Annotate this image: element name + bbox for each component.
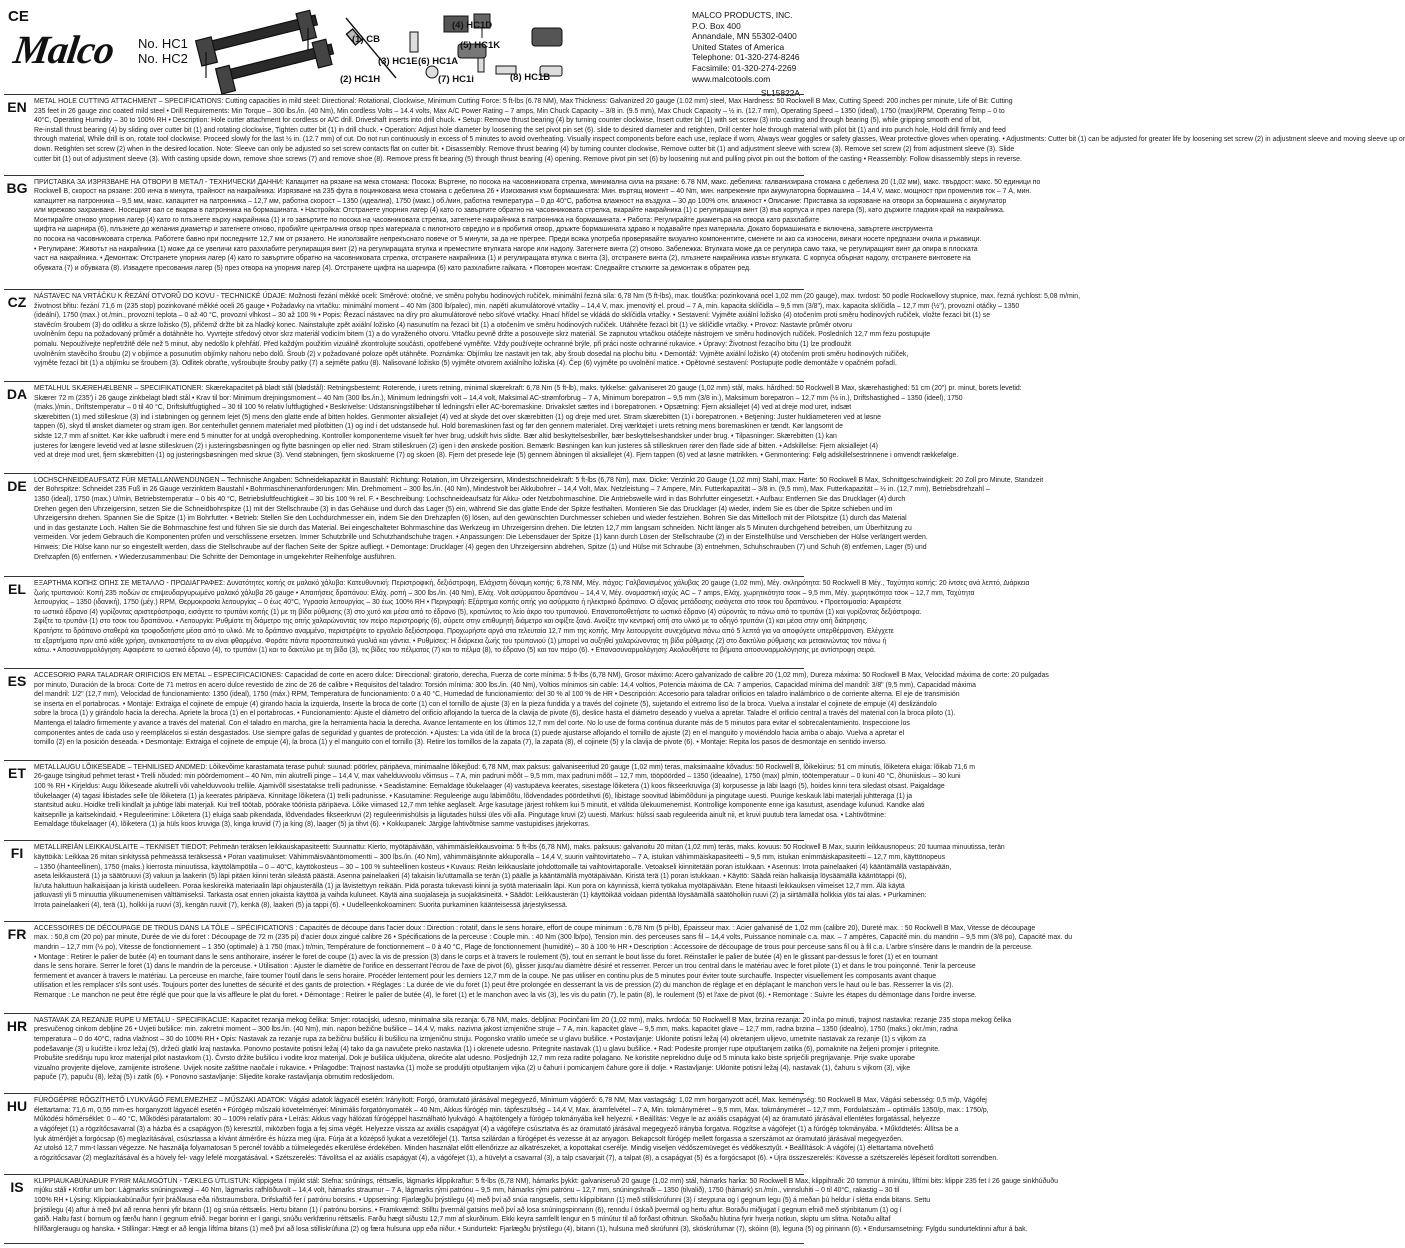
section-text: [30, 474, 1043, 576]
sheet-code: SL15822A: [760, 88, 800, 99]
text-line: Skærer 72 m (235') i 26 gauge zinkbelagt blødt stål • Krav til bor: Minimum drejningsmoment – 40 Nm (300 lbs./in.), Minimum ledningsfri volt – 14,4 volt, Maksimal AC-strømforbrug – 7 A, Minimum borepatron – 9,5 mm (3/8 in.), Maksimum borepatron – 12,7 mm (½ in.), Driftshastighed – 1350 (ideel), 1750: [34, 394, 963, 402]
section-text: [30, 1014, 1011, 1094]
text-line: tõukelaager (4) tagasi libistades selle üle lõiketera (1) ja keerates päripäeva. Kinnitage lõiketera (1) trelli padrunisse. • Kasutamine: Reguleerige augu läbimõõtu, lõdvendades pöördetihvti (6), libistage soovitud läbimõõduni ja pingutage uuesti. Puurige keskauk läbi materjali juhtteraga (1) ja: [34, 792, 913, 800]
text-line: dans le sens horaire. Serrer le foret (1) dans le mandrin de la perceuse. • Utilisation : Ajuster le diamètre de l'orifice en desserrant l'écrou de l'axe de pivot (6), glisser jusqu'au diamètre désiré et resserrer. Percer un trou central dans le matériau avec le foret pilote (1) et dans le trou poinçonné. Tenir la perceuse: [34, 963, 976, 971]
text-line: 1350 (ideal), 1750 (max.) U/min, Betriebstemperatur – 0 bis 40 °C, Betriebsluftfeuchtigkeit – 30 bis 100 % rel. F. • Beschreibung: Lochschneideaufsatz für Akku- oder Netzbohrmaschine. Die Antriebswelle wird in das Bohrfutter eingesetzt. • Aufbau: Entfernen Sie das Drucklager (4) durch: [34, 496, 906, 504]
text-line: por minuto, Duración de la broca: Corte de 71 metros en acero dulce revestido de zinc de 26 de calibre • Requisitos del taladro: Torsión mínima: 300 lbs./in. (40 Nm), Voltios mínimos sin cable: 14,4 voltios, Potencia máxima de CA: 7 amperios, Capacidad mínima del mandril: 3/8" (9,5 mm), Capacidad máxima: [34, 681, 976, 689]
text-line: tappen (6), skyd til ønsket diameter og stram igen. Bor centerhullet gennem materialet med pilotbitten (1) og ind i det udstansede hul. Hold boremaskinen fast og før den gennem materialet. Drej værktøjet i urets retning mens boremaskinen er tændt. Kør langsomt de: [34, 423, 843, 431]
section-bg: [4, 175, 1041, 290]
section-es: [4, 668, 1049, 760]
text-line: presvučenog cinkom debljine 26 • Uvjeti bušilice: min. zakretni moment – 300 lbs./in. (40 Nm), min. napon bežične bušilice – 14,4 V, maks. nazivna jakost izmjenične struje – 7 A, min. kapacitet glave – 9,5 mm, maks. kapacitet glave – 12,7 mm, radna brzina – 1350 (idealno), 1750 (maks.) okr./min, radna: [34, 1026, 958, 1034]
text-line: käyttöikä: Leikkaa 26 mitan sinkityssä pehmeässä teräksessä • Poran vaatimukset: Vähimmäisvääntömomentti – 300 lbs./in. (40 Nm), vähimmäisjännite akkuporalla – 14,4 V, suurin vaihtovirtateho – 7 A, istukan vähimmäiskapasiteetti – 9,5 mm, istukan enimmäiskapasiteetti – 12,7 mm, käyttönopeus: [34, 853, 946, 861]
text-line: down. Retighten set screw (2) when in the desired location. Note: Sleeve can only be adjusted so set screw contacts flat on cutter bit. • Disassembly: Remove thrust bearing (4) by turning counter clockwise, Remove cutter bit (1) and adjustment sleeve with screw (3). Remove set screw (2) from adjustment sleeve (3). Slide: [34, 145, 1015, 153]
model-hc2: No. HC2: [138, 51, 188, 66]
section-en: [4, 94, 1405, 175]
language-code: ES: [7, 672, 27, 689]
text-line: Irrota painelaakeri (4), terä (1), holkki ja ruuvi (3), kengän ruuvit (7), kenkä (8), laakeri (5) ja tappi (6). • Uudelleenkokoaminen: Suorita purkaminen käänteisessä järjestyksessä.: [34, 901, 568, 909]
text-line: Uhrzeigersinn drehen. Spannen Sie die Spitze (1) im Bohrfutter. • Betrieb: Stellen Sie den Lochdurchmesser ein, indem Sie den Drehzapfen (6) lösen, auf den gewünschten Durchmesser schieben und wieder festziehen. Bohren Sie das Mittelloch mit der Pilotspitze (1) durch das Material: [34, 515, 907, 523]
text-line: 100% RH • Lýsing: Klippiaukabúnaður fyrir þráðlausa eða riðstraumsbora. Drifskaftið fer í patrónu borsins. • Uppsetning: Fjarlægðu þrýstilegu (4) með því að snúa rangsælis, settu klippibitann (1) með stilliskrúfunni (3) í steypuna og í gegnum legu (5) á meðan þú heldur í slétta enda bitans. Settu: [34, 1196, 931, 1204]
section-text: [30, 841, 1005, 921]
malco-logo: Malco: [10, 27, 117, 72]
section-text: [30, 290, 1080, 381]
text-line: papuče (7), papuču (8), ležaj (5) i zatik (6). • Ponovno sastavljanje: Slijedite korake rastavljanja obrnutim redoslijedom.: [34, 1074, 395, 1082]
language-code: EN: [7, 99, 27, 115]
part-label-3: (3) HC1E: [378, 56, 418, 67]
text-line: λειτουργίας – 1350 (ιδανική), 1750 (μέγ.) RPM, Θερμοκρασία λειτουργίας – 0 έως 40°C, Υγρασία λειτουργίας – 30 έως 100% RH • Περιγραφή: Εξάρτημα κοπής οπής για ασύρματο ή ηλεκτρικό δράπανο. Ο άξονας μετάδοσης εισάγεται στο τσοκ του δραπάνου. • Προετοιμασία: Αφαιρέστε: [34, 599, 902, 607]
company-address: [692, 10, 800, 99]
text-line: • Регулиране: Животът на накрайника (1) може да се увеличи като разхлабите регулиращия винт (2) на регулиращата втулка и преместите втулката нагоре или надолу. Затегнете винта (2) отново. Забележка: Втулката може да се регулира само така, че регулиращият винт да опира в плоската: [34, 245, 978, 253]
text-line: FÚRÓGÉPRE RÖGZÍTHETŐ LYUKVÁGÓ FEMLEMEZHEZ – MŰSZAKI ADATOK: Vágási adatok lágyacél esetén: Irányított: Forgó, óramutató járásával megegyező, Minimum vágóerő: 6,78 NM, Max vastagság: 1,02 mm horganyzott acél, Max. keménység: 50 Rockwell B Max, Vágási sebesség: 0,5 m/p, Vágófej: [34, 1097, 987, 1105]
text-line: METALLIREIÄN LEIKKAUSLAITE – TEKNISET TIEDOT: Pehmeän teräksen leikkauskapasiteetti: Suunnattu: Kierto, myötäpäivään, vähimmäisleikkausvoima: 5 ft-lbs (6,78 NM), maks. paksuus: galvanoitu 20 mitan (1,02 mm) teräs, maks. kovuus: 50 Rockwell B Max, suurin leikkausnopeus: 20 tuumaa minuutissa, terän: [34, 844, 1005, 852]
language-code: EL: [8, 581, 26, 598]
text-line: щифта на шарнира (6), плъзнете до желания диаметър и затегнете отново, пробийте централния отвор през материала с пилотното свредло и в пробития отвор, дръжте бормашината здраво и подавайте през материала. Докато бормашината е включена, завъртете инструмента: [34, 226, 933, 234]
language-code: DE: [7, 477, 27, 494]
text-line: Drehzapfen (6) entfernen. • Wiederzusammenbau: Die Schritte der Demontage in umgekehrter Reihenfolge ausführen.: [34, 553, 397, 561]
text-line: ПРИСТАВКА ЗА ИЗРЯЗВАНЕ НА ОТВОРИ В МЕТАЛ - ТЕХНИЧЕСКИ ДАННИ: Капацитет на рязане на мека стомана: Посока: Въртене, по посока на часовниковата стрелка, минимална сила на рязане: 6.78 NM, макс. дебелина: галванизирана стомана с дебелина 20 (1,02 мм), макс. твърдост: макс. 50 единици по: [34, 178, 1041, 186]
text-line: 100 % RH • Kirjeldus: Augu lõikeseade akutrelli või vahelduvvoolu trellile. Ajamivõll sisestatakse trelli padrunisse. • Seadistamine: Eemaldage tõukelaager (4) vastupäeva keerates, sisestage lõiketera (1) koos fikseerkruviga (3) korpusesse ja läbi laagri (5), hoides kinni tera siledast otsast. Paigaldage: [34, 783, 945, 791]
text-line: ACCESSOIRES DE DÉCOUPAGE DE TROUS DANS LA TÔLE – SPÉCIFICATIONS : Capacités de découpe dans l'acier doux : Direction : rotatif, dans le sens horaire, effort de coupe minimum : 6,78 Nm (5 pi-lb), Épaisseur max. : Acier galvanisé de 1,02 mm (calibre 20), Dureté max. : 50 Rockwell B Max, Vitesse de découpage: [34, 924, 1036, 932]
text-line: a rögzítőcsavar (2) meglazításával és a hüvely fel- vagy lefelé mozgatásával. • Szétszerelés: Távolítsa el az axiális csapágyat (4), a vágófejet (1), a hüvelyt a csavarral (3), a talp csavarjait (7), a talpat (8), a csapágyat (5) és a forgócsapot (6). • Újra összeszerelés: Kövesse a szétszerelés lépéseit fordított sorrendben.: [34, 1154, 999, 1162]
company-line: Annandale, MN 55302-0400: [692, 31, 797, 42]
section-text: [30, 176, 1040, 290]
hole-cutter-tool-right: [216, 39, 334, 94]
text-line: sidste 12,7 mm af snittet. Kør ikke uafbrudt i mere end 5 minutter for at undgå overophedning. Kontroller komponenterne visuelt før hver brug, udskift hvis slidte. Bær altid beskyttelsesbriller, bær beskyttelseshandsker under brug. • Tilpasninger: Skærebitten (1) kan: [34, 432, 837, 440]
section-text: [30, 1175, 1058, 1243]
text-line: justeres for længere levetid ved at løsne stilleskruen (2) i justeringsbøsningen og flytte bøsningen op eller ned. Stram stilleskruen (2) igen i den ønskede position. Bemærk: Bøsningen kan kun justeres så stilleskruen rører den flade side af bitten. • Adskillelse: Fjern aksiallejet (4): [34, 442, 878, 450]
text-line: kaitseprille ja kaitsekindaid. • Reguleerimine: Lõiketera (1) eluiga saab pikendada, lõdvendades fikseerkruvi (2) reguleerimishülsis ja liigutades hülssi üles või alla. Pingutage kruvi (2) uuesti. Märkus: hülssi saab reguleerida ainult nii, et kruvi puutub tera lamedat osa. • Lahtivõtmine:: [34, 811, 887, 819]
text-line: del mandril: 1/2" (12,7 mm), Velocidad de funcionamiento: 1350 (ideal), 1750 (máx.) RPM, Temperatura de funcionamiento: 0 a 40 °C, Humedad de funcionamiento: del 30 % al 100 % de HR • Descripción: Accesorio para taladrar orificios en taladro inalámbrico o de corriente alterna. El eje de transmisión: [34, 691, 960, 699]
ce-mark: CE: [8, 8, 29, 25]
text-line: der Bohrspitze: Schneidet 235 Fuß in 26 Gauge verzinktem Baustahl • Bohrmaschinenanforderungen: Min. Drehmoment – 300 lbs./in. (40 Nm), Mindestvolt bei Akkubohrer – 14,4 Volt, Max. Netzleistung – 7 Ampere, Min. Futterkapazität – 3/8 in. (9,5 mm), Max. Futterkapazität – ½ in. (12,7 mm), Betriebsdrehzahl –: [34, 486, 990, 494]
text-line: a vágófejet (1) a rögzítőcsavarral (3) a házba és a csapágyon (5) keresztül, miközben fogja a fej sima végét. Helyezze vissza az axiális csapágyat (4) a vágófejre csúsztatva és az óramutató járásával megegyező irányba forgatva. Rögzítse a vágófejet (1) a fúrógép tokmányába. • Működtetés: Állítsa be a: [34, 1126, 959, 1134]
text-line: utilisation et les remplacer s'ils sont usés. Toujours porter des lunettes de sécurité et des gants de protection. • Réglages : La durée de vie du foret (1) peut être prolongée en desserrant la vis de pression (2) du manchon de réglage et en déplaçant le manchon vers le haut ou le bas. Resserrer la vis (2).: [34, 982, 954, 990]
text-line: fermement et avancer à travers le matériau. La perceuse en marche, faire tourner l'outil dans le sens horaire. Procéder lentement pour les derniers 12,7 mm de la coupe. Ne pas utiliser en continu plus de 5 minutes pour éviter toute surchauffe. Inspecter visuellement les composants avant chaque: [34, 972, 937, 980]
text-line: (ideální), 1750 (max.) ot./min., provozní teplota – 0 až 40 °C, provozní vlhkost – 30 až 100 % • Popis: Řezací nástavec na díry pro akumulátorové nebo síťové vrtačky. Hnací hřídel se vkládá do sklíčidla vrtačky. • Sestavení: Vyjměte axiální ložisko (4) otočením proti směru hodinových ručiček, vložte řezací bit (1) se: [34, 312, 991, 320]
section-de: [4, 473, 1044, 576]
text-line: METAL HOLE CUTTING ATTACHMENT – SPECIFICATIONS: Cutting capacities in mild steel: Directional: Rotational, Clockwise, Minimum Cutting Force: 5 ft-lbs (6.78 NM), Max Thickness: Galvanized 20 gauge (1.02 mm) steel, Max Hardness: 50 Rockwell B Max, Cutting Speed: 200 inches per minute, Life of Bit: Cutting: [34, 98, 1013, 105]
language-sections: [4, 94, 1405, 1244]
text-line: aseta leikkausterä (1) ja säätöruuvi (3) valuun ja laakerin (5) läpi pitäen kiinni terän sileästä päästä. Asenna painelaakeri (4) takaisin liu'uttamalla se terän (1) päälle ja kääntämällä myötäpäivään. Kiristä terä (1) poran istukkaan. • Käyttö: Säädä reiän halkaisija löysäämällä kääntötappi (6),: [34, 873, 907, 881]
section-da: [4, 381, 1022, 473]
text-line: – 1350 (ihanteellinen), 1750 (maks.) kierrosta minuutissa, käyttölämpötila – 0 – 40°C, käyttökosteus – 30 – 100 % suhteellinen kosteus • Kuvaus: Reiän leikkauslaite johdottomalle tai vaihtovirtaporalle. Vetoakseli kiinnitetään poran istukkaan. • Asennus: Irrota painelaakeri (4) kääntämällä vastapäivään,: [34, 863, 952, 871]
text-line: τα εξαρτήματα πριν από κάθε χρήση, αντικαταστήστε τα αν είναι φθαρμένα. Φοράτε πάντα προστατευτικά γυαλιά και γάντια. • Ρυθμίσεις: Η διάρκεια ζωής του τρυπανιού (1) μπορεί να αυξηθεί χαλαρώνοντας τη βίδα ρύθμισης (2) στο δακτύλιο ρύθμισης και μετακινώντας τον πάνω ή: [34, 637, 887, 645]
section-text: [30, 382, 1022, 473]
text-line: mjúku stáli • Kröfur um bor: Lágmarks snúningsvægi – 40 Nm, lágmarks rafhlöðuvolt – 14,4 volt, hámarks straumur – 7 A, lágmarks rými patrónu – 9,5 mm, hámarks rými patrónu – 12,7 mm, snúningshraði – 1350 (tilvalið), 1750 (hámark) sn./mín., vinnsluhiti – 0 til 40°C, rakastig – 30 til: [34, 1187, 900, 1195]
text-line: podešavanje (3) u kućište i kroz ležaj (5), držeći glatki kraj nastavka. Ponovno postavite potisni ležaj (4) tako da ga navučete preko nastavka (1) i okrenete udesno. Pritegnite nastavak (1) u glavu bušilice. • Rad: Podesite promjer rupe otpuštanjem zatika (6), pomaknite na željeni promjer i pritegnite.: [34, 1045, 940, 1053]
text-line: temperatura – 0 do 40°C, radna vlažnost – 30 do 100% RH • Opis: Nastavak za rezanje rupa za bežičnu bušilicu ili bušilicu na izmjeničnu struju. Pogonsko vratilo umeće se u glavu bušilice. • Postavljanje: Uklonite potisni ležaj (4) okretanjem ulijevo, umetnite nastavak za rezanje (1) s vijkom za: [34, 1035, 926, 1043]
text-line: Κρατήστε το δράπανο σταθερά και τροφοδοτήστε μέσα από το υλικό. Με το δράπανο αναμμένο, περιστρέψτε το εργαλείο δεξιόστροφα. Προχωρήστε αργά στα τελευταία 12,7 mm της κοπής. Μην λειτουργείτε συνεχόμενα πάνω από 5 λεπτά για να αποφύγετε υπερθέρμανση. Ελέγχετε: [34, 628, 894, 636]
part-label-6: (6) HC1A: [418, 56, 459, 67]
text-line: mandrin – 12,7 mm (½ po), Vitesse de fonctionnement – 1 350 (optimale) à 1 750 (max.) tr/min, Température de fonctionnement – 0 à 40 °C, Plage de fonctionnement (humidité) – 30 à 100 % HR • Description : Accessoire de découpage de trous pour perceuse sans fil ou à fil c.a. L'arbre s'insère dans le mandrin de la perceuse.: [34, 944, 1033, 952]
text-line: KLIPPIAUKABÚNAÐUR FYRIR MÁLMGÖTUN - TÆKLEG ÚTLISTUN: Klippigeta í mjúkt stál: Stefna: snúnings, réttsælis, lágmarks klippikraftur: 5 ft-lbs (6,78 NM), hámarks þykkt: galvaniseruð 20 gauge (1,02 mm) stál, hámarks harka: 50 Rockwell B Max, klippihraði: 20 tommur á mínútu, líftími bits: klippir 235 fet í 26 gauge sinkhúðuðu: [34, 1177, 1058, 1185]
section-text: [30, 95, 1405, 175]
text-line: 235 feet in 26 gauge zinc coated mild steel • Drill Requirements: Min Torque – 300 lbs./in. (40 Nm), Min cordless Volts – 14.4 volts, Max A/C Power Rating – 7 amps, Min Chuck Capacity – 3/8 in. (9.5 mm), Max Chuck Capacity – ½ in. (12.7 mm), Operating Speed – 1350 (ideal), 1750 (max)/RPM, Operating Temp – 0 to: [34, 107, 1005, 115]
part-label-1: (1) CB: [352, 34, 380, 45]
text-line: stavěcím šroubem (3) do odlitku a skrze ložisko (5), přičemž držte bit za hladký konec. Nainstalujte zpět axiální ložisko (4) nasunutím na řezací bit (1) a otočením ve směru hodinových ručiček. Utáhněte řezací bit (1) ve sklíčidle vrtačky. • Provoz: Nastavte průměr otvoru: [34, 321, 853, 329]
text-line: част на накрайника. • Демонтаж: Отстранете упорния лагер (4) като го завъртите обратно на часовниковата стрелка, отстранете накрайника (1) и регулиращата втулка с винта (3), отстранете винта (2), плъзнете накрайника извън втулката. С корпуса обърнат надолу, отстранете винтовете на: [34, 255, 971, 263]
text-line: ACCESORIO PARA TALADRAR ORIFICIOS EN METAL – ESPECIFICACIONES: Capacidad de corte en acero dulce: Direccional: giratorio, derecha, Fuerza de corte mínima: 5 ft-lbs (6,78 NM), Grosor máximo: Acero galvanizado de calibre 20 (1,02 mm), Dureza máxima: 50 Rockwell B Max, Velocidad máxima de corte: 20 pulgadas: [34, 671, 1049, 679]
text-line: LOCHSCHNEIDEAUFSATZ FÜR METALLANWENDUNGEN – Technische Angaben: Schneidekapazität in Baustahl: Richtung: Rotation, im Uhrzeigersinn, Mindestschneidekraft: 5 ft-lbs (6,78 Nm), max. Dicke: Verzinkt 20 Gauge (1,02 mm) Stahl, max. Härte: 50 Rockwell B Max, Schnittgeschwindigkeit: 20 Zoll pro Minute, Standzeit: [34, 476, 1044, 484]
text-line: κάτω. • Αποσυναρμολόγηση: Αφαιρέστε το ωστικό έδρανο (4), το τρυπάνι (1) και το δακτύλιο με τη βίδα (3), τις βίδες του πέλματος (7) και το πέλμα (8), το έδρανο (5) και τον πείρο (6). • Επανασυναρμολόγηση: Ακολουθήστε τα βήματα αποσυναρμολόγησης με αντίστροφη σειρά.: [34, 647, 876, 655]
text-line: élettartama: 71,6 m, 0,55 mm-es horganyzott lágyacél esetén • Fúrógép műszaki követelményei: Minimális forgatónyomaték – 40 Nm, Akkus fúrógép min. tápfeszültség – 14,4 V, Max. áramfelvétel – 7 A, Min. tokmányméret – 9,5 mm, Max. tokmányméret – 12,7 mm, Fordulatszám – optimális 1350/p, max.: 1750/p,: [34, 1106, 989, 1114]
section-fr: [4, 921, 1073, 1013]
text-line: pomalu. Nepoužívejte nepřetržitě déle než 5 minut, aby nedošlo k přehřátí. Před každým použitím vizuálně zkontrolujte součásti, opotřebené vyměňte. Vždy používejte ochranné brýle, při práci noste ochranné rukavice. • Úpravy: Životnost řezacího bitu (1) lze prodloužit: [34, 341, 852, 349]
language-code: CZ: [7, 294, 27, 311]
text-line: Rockwell B, скорост на рязане: 200 инча в минута, трайност на накрайника: Изрязване на 235 фута в поцинкована мека стомана с дебелина 26 • Изисквания към бормашината: Мин. въртящ момент – 40 Nm, мин. напрежение при акумулаторна бормашина – 14,4 V, макс. мощност при променлив ток – 7 А, мин.: [34, 188, 1032, 196]
text-line: METALLAUGU LÕIKESEADE – TEHNILISED ANDMED: Lõikevõime karastamata terase puhul: suunad: pöörlev, päripäeva, minimaalne lõikejõud: 6,78 NM, max paksus: galvaniseeritud 20 gauge (1,02 mm) teras, maksimaalne kõvadus: 50 Rockwell B, lõikekiirus: 51 cm minutis, lõiketera eluiga: lõikab 71,6 m: [34, 763, 976, 771]
text-line: ΕΞΑΡΤΗΜΑ ΚΟΠΗΣ ΟΠΗΣ ΣΕ ΜΕΤΑΛΛΟ - ΠΡΟΔΙΑΓΡΑΦΕΣ: Δυνατότητες κοπής σε μαλακό χάλυβα: Κατευθυντική: Περιστροφική, δεξιόστροφη, Ελάχιστη δύναμη κοπής: 6,78 NM, Μέγ. πάχος: Γαλβανισμένος χάλυβας 20 gauge (1,02 mm), Μέγ. σκληρότητα: 50 Rockwell B Μέγ., Ταχύτητα κοπής: 20 ίντσες ανά λεπτό, Διάρκεια: [34, 580, 1030, 588]
text-line: Probušite središnju rupu kroz materijal pilot nastavkom (1). Čvrsto držite bušilicu i vodite kroz materijal. Dok je bušilica uključena, okrećite alat udesno. Posljednjih 12,7 mm reza radite polagano. Ne koristite neprekidno dulje od 5 minuta kako biste spriječili pregrijavanje. Prije svake uporabe: [34, 1055, 915, 1063]
section-cz: [4, 289, 1081, 381]
text-line: se inserta en el portabrocas. • Montaje: Extraiga el cojinete de empuje (4) girando hacia la izquierda, Inserte la broca de corte (1) con el tornillo de ajuste (3) en la pieza fundida y a través del cojinete (5), sujetando el extremo liso de la broca. Vuelva a instalar el cojinete de empuje (4) deslizándolo: [34, 700, 937, 708]
text-line: through material, While drill is on, rotate tool clockwise. Proceed slowly for the last ½ in. (12.7 mm) of cut. Do not run continuously in excess of 5 minutes to avoid overheating. Visually inspect components before each use, replace if worn, Always wear goggles or safety glasses, Wear protective gloves when operating. • Adjustments: Cutter bit (1) can be adjusted for greater life by loosening set screw (2) in adjustment sleeve and moving sleeve up or: [34, 136, 1405, 144]
text-line: Монтирайте отново упорния лагер (4) като го плъзнете върху накрайника (1) и го завъртите по посока на часовниковата стрелка, затегнете накрайника в патронника на бормашината. • Работа: Регулирайте диаметъра на отвора като разхлабите: [34, 216, 820, 224]
part-label-2: (2) HC1H: [340, 74, 381, 85]
text-line: liu'uta haluttuun halkaisijaan ja kiristä uudelleen. Poraa keskireikä materiaalin läpi ohjausterällä (1) ja lävistettyyn reikään. Pidä porasta tukevasti kiinni ja syötä materiaalin läpi. Kun pora on käynnissä, kierrä työkalua myötäpäivään. Etene hitaasti leikkauksen viimeiset 12,7 mm. Älä käytä: [34, 882, 905, 890]
text-line: Működési hőmérséklet: 0 – 40 °C, Működési páratartalom: 30 – 100% relatív pára • Leírás: Akkus vagy hálózati fúrógéppel használható lyukvágó. A hajtótengely a fúrógép tokmányába kell helyezni. • Beállítás: Vegye le az axiális csapágyat (4) az óramutató járásával ellentétes forgatással, helyezze: [34, 1116, 941, 1124]
language-code: FI: [10, 845, 24, 862]
company-line: P.O. Box 400: [692, 20, 741, 31]
text-line: το ωστικό έδρανο (4) γυρίζοντας αριστερόστροφα, εισάγετε το τρυπάνι κοπής (1) με τη βίδα ρύθμισης (3) στο χυτό και μέσα από το έδρανο (5), κρατώντας το λείο άκρο του τρυπανιού. Επανατοποθετήστε το ωστικό έδρανο (4) σύροντάς το πάνω από το τρυπάνι (1) και γυρίζοντας δεξιόστροφα.: [34, 608, 922, 616]
model-numbers: [138, 36, 188, 66]
text-line: þrýstilegu (4) aftur á með því að renna henni yfir bitann (1) og snúa réttsælis. Hertu bitann (1) í patrónu borsins. • Framkvæmd: Stilltu þvermál gatsins með því að losa snúningspinnann (6), renndu í óskað þvermál og hertu aftur. Boraðu miðjugat í gegnum efnið með stýribitanum (1) og í: [34, 1206, 902, 1214]
company-line: MALCO PRODUCTS, INC.: [692, 10, 793, 20]
text-line: gatið. Haltu fast í bornum og færðu hann í gegnum efnið. Þegar borinn er í gangi, snúðu verkfærinu réttsælis. Farðu hægt síðustu 12,7 mm af skurðinum. Ekki keyra samfellt lengur en 5 mínútur til að forðast ofhitnun. Skoðaðu hlutina fyrir hverja notkun, skiptu um slitna. Notaðu alltaf: [34, 1216, 891, 1224]
text-line: Remarque : Le manchon ne peut être réglé que pour que la vis affleure le plat du foret. • Démontage : Retirer le palier de butée (4), le foret (1) et le manchon avec la vis (3), les vis du patin (7), le patin (8), le roulement (5) et l'axe de pivot (6). • Remontage : Suivre les étapes du démontage dans l'ordre inverse.: [34, 992, 977, 1000]
section-text: [30, 577, 1029, 668]
text-line: vyjměte řezací bit (1) a objímku se šroubem (3). Odlitek obraťte, vyšroubujte šrouby patky (7) a sejměte patku (8). Nalisované ložisko (5) vyjměte otvorem axiálního ložiska (4). Čep (6) vyjměte po uvolnění matice. • Opětovné sestavení: Postupujte podle demontáže v opačném pořadí.: [34, 360, 897, 368]
section-el: [4, 576, 1030, 668]
language-code: HU: [6, 1098, 28, 1115]
text-line: tornillo (2) en la posición deseada. • Desmontaje: Extraiga el cojinete de empuje (4), la broca (1) y el manguito con el tornillo (3). Retire los tornillos de la zapata (7), la zapata (8), el cojinete (5) y la clavija de pivote (6). • Montaje: Repita los pasos de desmontaje en sentido inverso.: [34, 739, 887, 747]
text-line: vizualno provjerite dijelove, zamijenite istrošene. Uvijek nosite zaštitne naočale i rukavice. • Prilagodbe: Trajnost nastavka (1) može se produljiti otpuštanjem vijka (2) u čahuri i pomicanjem čahure gore ili dolje. • Rastavljanje: Uklonite potisni ležaj (4), nastavak (1), čahuru s vijkom (3), vijke: [34, 1064, 911, 1072]
text-line: Az utolsó 12,7 mm-t lassan végezze. Ne használja folyamatosan 5 percnél tovább a túlmelegedés elkerülése érdekében. Minden használat előtt ellenőrizze az alkatrészeket, a kopottakat cserélje. Mindig viseljen védőszemüveget és védőkesztyűt. • Beállítások: A vágófej (1) élettartama növelhető: [34, 1145, 934, 1153]
text-line: stantsitud auku. Hoidke trelli kindlalt ja juhtige läbi materjali. Kui trell töötab, pöörake tööriista päripäeva. Lõike viimased 12,7 mm tehke aeglaselt. Ärge kasutage järjest rohkem kui 5 minutit, et vältida ülekuumenemist. Kontrollige komponente enne iga kasutust, asendage kulunud. Kandke alati: [34, 802, 925, 810]
company-line: Facsimile: 01-320-274-2269: [692, 62, 797, 73]
text-line: vermeiden. Vor jedem Gebrauch die Komponenten prüfen und verschlissene ersetzen. Immer Schutzbrille und Schutzhandschuhe tragen. • Anpassungen: Die Lebensdauer der Spitze (1) kann durch Lösen der Stellschraube (2) in der Einstellhülse und Verschieben der Hülse verlängert werden.: [34, 534, 928, 542]
text-line: hlífðargleraugu og hanska. • Stillingar: Hægt er að lengja líftíma bitans (1) með því að losa stilliskrúfuna (2) og færa hulsuna upp eða niður. • Sundurtekt: Fjarlægðu þrýstilegu (4), bitann (1), hulsuna með skrúfunni (3), skóskrúfurnar (7), skóinn (8), leguna (5) og pinnann (6). • Endursamsetning: Fylgdu sundurtektinni aftur á bak.: [34, 1225, 1028, 1233]
text-line: обувката (7) и обувката (8). Извадете пресования лагер (5) през отвора на упорния лагер (4). Отстранете щифта на шарнира (6) като разхлабите гайката. • Повторен монтаж: Следвайте стъпките за демонтаж в обратен ред.: [34, 264, 751, 272]
text-line: componentes antes de cada uso y reemplácelos si están desgastados. Use siempre gafas de seguridad y guantes de protección. • Ajustes: La vida útil de la broca (1) puede ajustarse aflojando el tornillo de ajuste (2) en el manguito y moviéndolo hacia arriba o abajo. Vuelva a apretar el: [34, 729, 905, 737]
language-code: FR: [7, 925, 27, 942]
text-line: uvolněním čepu na požadovaný průměr a dotáhněte ho. Vyvrtejte středový otvor skrz materiál vodicím bitem (1) a do vyraženého otvoru. Vrtačku pevně držte a posouvejte skrz materiál. Se zapnutou vrtačkou otáčejte nástrojem ve směru hodinových ručiček. Posledních 12,7 mm řezu postupujte: [34, 331, 931, 339]
text-line: sobre la broca (1) y girándolo hacia la derecha. Apriete la broca (1) en el portabrocas. • Funcionamiento: Ajuste el diámetro del orificio aflojando la tuerca de la clavija de pivote (6), deslice hasta el diámetro deseado y vuelva a apretar. Taladre el orificio central a través del material con la broca piloto (1).: [34, 710, 956, 718]
text-line: skærebitten (1) med stilleskrue (3) ind i støbningen og gennem lejet (5) mens den glatte ende af bitten holdes. Genmonter aksiallejet (4) ved at skyde det over skærebitten (1) og dreje med uret. Stram skærebitten (1) i borepatronen. • Betjening: Juster huldiameteren ved at løsne: [34, 413, 881, 421]
text-line: Eemaldage tõukelaager (4), lõiketera (1) ja hüls koos kruviga (3), kinga kruvid (7) ja king (8), laager (5) ja tihvt (6). • Kokkupanek: Järgige lahtivõtmise samme vastupidises järjekorras.: [34, 821, 590, 829]
part-label-4: (4) HC1D: [452, 20, 493, 31]
text-line: • Montage : Retirer le palier de butée (4) en tournant dans le sens antihoraire, insérer le foret de coupe (1) avec la vis de pression (3) dans le corps et à travers le roulement (5), tout en serrant le bout lisse du foret. Réinstaller le palier de butée (4) en le glissant par-dessus le foret (1) et en tournant: [34, 953, 938, 961]
text-line: Re-install thrust bearing (4) by sliding over cutter bit (1) and rotating clockwise, Tighten cutter bit (1) in drill chuck. • Operation: Adjust hole diameter by loosening the set pivot pin set (6). slide to desired diameter and retighten, Drill center hole through material with pilot bit (1) and into punch hole, Hold drill firmly and feed: [34, 126, 1006, 134]
section-hu: [4, 1093, 999, 1174]
language-code: IS: [10, 1178, 24, 1195]
text-line: или мрежово захранване. Носещият вал се вкарва в патронника на бормашината. • Настройка: Отстранете упорния лагер (4) като го завъртите обратно на часовниковата стрелка, вкарайте накрайника (1) с регулиращия винт (3) във корпуса и през лагера (5), като държите гладкия край на накрайника.: [34, 207, 1005, 215]
model-hc1: No. HC1: [138, 36, 188, 51]
cutter-bit-drawing: [346, 18, 396, 78]
language-code: HR: [6, 1017, 28, 1034]
section-text: [30, 669, 1049, 760]
part-label-8: (8) HC1B: [510, 72, 551, 83]
text-line: METALHUL SKÆREHÆLBENR – SPECIFIKATIONER: Skærekapacitet på blødt stål (blødstål): Retningsbestemt: Roterende, i urets retning, minimal skærekraft: 6,78 Nm (5 ft-lb), maks. tykkelse: galvaniseret 20 gauge (1,02 mm) stål, maks. hårdhed: 50 Rockwell B Max, skærehastighed: 51 cm (20") pr. minut, borets levetid:: [34, 384, 1022, 392]
company-website: www.malcotools.com: [692, 73, 771, 84]
text-line: Mantenga el taladro firmemente y avance a través del material. Con el taladro en marcha, gire la herramienta hacia la derecha. Avance lentamente en los últimos 12,7 mm del corte. No lo use de forma continua durante más de 5 minutos para evitar el sobrecalentamiento. Inspeccione los: [34, 719, 910, 727]
text-line: max. : 50,8 cm (20 po) par minute, Durée de vie du foret : Découpage de 72 m (235 pi) d'acier doux zingué calibre 26 • Spécifications de la perceuse : Couple min. : 40 Nm (300 lb/po), Tension min. des perceuses sans fil – 14,4 volts, Puissance nominale c.a. max. – 7 ampères, Capacité min. du mandrin – 9,5 mm (3/8 po), Capacité max. du: [34, 934, 1073, 942]
header: [0, 0, 808, 99]
text-line: Drehen gegen den Uhrzeigersinn, setzen Sie die Schneidbohrspitze (1) mit der Stellschraube (3) in das Gehäuse und durch das Lager (5) ein, während Sie das glatte Ende der Spitze festhalten. Montieren Sie das Drucklager (4) wieder, indem Sie es über die Spitze schieben und im: [34, 505, 893, 513]
text-line: ved at dreje mod uret, fjern skærebitten (1) og justeringsbøsningen med skrue (3). Vend støbningen, fjern skoskruerne (7) og skoen (8). Fjern det presede leje (5) gennem åbningen til aksiallejet (4). Fjern tappen (6) ved at løsne møtrikken. • Genmontering: Følg adskillelsestrinnene i omvendt rækkefølge.: [34, 452, 959, 460]
company-line: United States of America: [692, 41, 785, 52]
text-line: по посока на часовниковата стрелка. Работете бавно при последните 12,7 мм от рязането. Не използвайте непрекъснато повече от 5 минути, за да не прегрее. Преди всяка употреба проверявайте визуално компонентите, сменете ги ако са износени, винаги носете предпазни очила и ръкавици.: [34, 236, 982, 244]
text-line: 40°C, Operating Humidity – 30 to 100% RH • Description: Hole cutter attachment for cordless or A/C drill. Driveshaft inserts into drill chuck. • Setup: Remove thrust bearing (4) by turning counter clockwise, Insert cutter bit (1) with set screw (3) into casting and through bearing (5), while gripping smooth end of bit,: [34, 117, 982, 125]
text-line: ζωής τρυπανιού: Κοπή 235 ποδών σε επιψευδαργυρωμένο μαλακό χάλυβα 26 gauge • Απαιτήσεις δραπάνου: Ελάχ. ροπή – 300 lbs./in. (40 Nm), Ελάχ. Volt ασύρματου δραπάνου – 14,4 V, Μέγ. ονομαστική ισχύς AC – 7 amps, Ελάχ. χωρητικότητα τσοκ – 9,5 mm, Μέγ. χωρητικότητα τσοκ – 12,7 mm, Ταχύτητα: [34, 589, 975, 597]
part-label-7: (7) HC1i: [438, 74, 474, 85]
section-fi: [4, 840, 1005, 921]
text-line: Σφίξτε το τρυπάνι (1) στο τσοκ του δραπάνου. • Λειτουργία: Ρυθμίστε τη διάμετρο της οπής χαλαρώνοντας τον πείρο περιστροφής (6), σύρετε στην επιθυμητή διάμετρο και σφίξτε ξανά. Ανοίξτε την κεντρική οπή στο υλικό με το οδηγό τρυπάνι (1) και μέσα στην οπή διάτρησης.: [34, 618, 868, 626]
text-line: Hinweis: Die Hülse kann nur so eingestellt werden, dass die Stellschraube auf der flachen Seite der Spitze aufliegt. • Demontage: Drucklager (4) gegen den Uhrzeigersinn abdrehen, Spitze (1) und Hülse mit Schraube (3) entnehmen, Schuhschrauben (7) und Schuh (8) entfernen, Lager (5) und: [34, 544, 927, 552]
text-line: und in das gestanzte Loch. Halten Sie die Bohrmaschine fest und führen Sie sie durch das Material. Bei eingeschalteter Bohrmaschine das Werkzeug im Uhrzeigersinn drehen. Die letzten 12,7 mm langsam schneiden. Nicht länger als 5 Minuten durchgehend betreiben, um Überhitzung zu: [34, 524, 912, 532]
text-line: jatkuvasti yli 5 minuuttia ylikuumenemisen välttämiseksi. Tarkasta osat ennen jokaista käyttöä ja vaihda kuluneet. Käytä aina suojalaseja ja suojakäsineitä. • Säädöt: Leikkausterän (1) käyttöikää voidaan pidentää löysäämällä säätöholkin ruuvi (2) ja siirtämällä holkkia ylös tai alas. • Purkaminen:: [34, 892, 927, 900]
section-text: [30, 922, 1072, 1013]
text-line: cutter bit (1) out of adjustment sleeve (3). With casting upside down, remove shoe screws (7) and remove shoe (8). Remove press fit bearing (5) through thrust bearing (4) opening. Remove pivot pin set (6) by loosening nut and pulling pivot pin out the bottom of the casting • Reassembly: Follow disassembly steps in reverse.: [34, 155, 1022, 163]
section-text: [30, 1094, 998, 1174]
text-line: uvolněním stavěcího šroubu (2) v objímce a posunutím objímky nahoru nebo dolů. Šroub (2) v požadované poloze opět utáhněte. Poznámka: Objímku lze nastavit jen tak, aby šroub dosedal na plochu bitu. • Demontáž: Vyjměte axiální ložisko (4) otočením proti směru hodinových ručiček,: [34, 350, 909, 358]
text-line: капацитет на патронника – 9,5 мм, макс. капацитет на патронника – 12,7 мм, работна скорост – 1350 (идеална), 1750 (макс.) об./мин, работна температура – 0 до 40°C, работна влажност на въздуха – 30 до 100% отн. влажност • Описание: Приставка за изрязване на отвори за бормашина с акумулатор: [34, 197, 1007, 205]
section-text: [30, 761, 975, 841]
text-line: NASTAVAK ZA REZANJE RUPE U METALU - SPECIFIKACIJE: Kapacitet rezanja mekog čelika: Smjer: rotacijski, udesno, minimalna sila rezanja: 6,78 NM, maks. debljina: Pocinčani lim 20 (1,02 mm), maks. tvrdoća: 50 Rockwell B Max, brzina rezanja: 20 inča po minuti, trajnost nastavka: rezanje 235 stopa mekog čelika: [34, 1016, 1012, 1024]
text-line: životnost břitu: řezání 71,6 m (235 stop) pozinkované měkké oceli 26 gauge • Požadavky na vrtačku: minimální moment – 40 Nm (300 lb/palec), min. napětí akumulátorové vrtačky – 14,4 V, max. jmenovitý el. proud – 7 A, min. kapacita sklíčidla – 9,5 mm (3/8"), max. kapacita sklíčidla – 12,7 mm (½"), provozní otáčky – 1350: [34, 302, 1020, 310]
part-label-5: (5) HC1K: [460, 40, 501, 51]
section-hr: [4, 1013, 1012, 1094]
language-code: BG: [6, 179, 28, 196]
text-line: 26-gauge tsingitud pehmet terast • Trelli nõuded: min pöördemoment – 40 Nm, min akutrelli pinge – 14,4 V, max vahelduvvoolu võimsus – 7 A, min padruni mõõt – 9,5 mm, max padruni mõõt – 12,7 mm, tööpöörded – 1350 (ideaalne), 1750 (max) p/min, töötemperatuur – 0 kuni 40 °C, õhuniiskus – 30 kuni: [34, 773, 961, 781]
section-et: [4, 760, 976, 841]
text-line: lyuk átmérőjét a forgócsap (6) meglazításával, csúsztassa a kívánt átmérőre és húzza meg újra. Fúrja át a középső lyukat a vezetőfejjel (1). Tartsa szilárdan a fúrógépet és vezesse át az anyagon. Bekapcsolt fúrógép mellett forgassa a szerszámot az óramutató járásával megegyezően.: [34, 1135, 903, 1143]
company-line: Telephone: 01-320-274-8246: [692, 52, 800, 63]
language-code: ET: [8, 764, 26, 781]
text-line: NÁSTAVEC NA VRTÁČKU K ŘEZÁNÍ OTVORŮ DO KOVU - TECHNICKÉ ÚDAJE: Možnosti řezání měkké oceli: Směrové: otočné, ve směru pohybu hodinových ručiček, minimální řezná síla: 6,78 Nm (5 ft-lbs), max. tloušťka: pozinkovaná ocel 1,02 mm (20 gauge), max. tvrdost: 50 podle Rockwellovy stupnice, max. řezná rychlost: 5,08 m/min,: [34, 293, 1081, 301]
text-line: (maks.)/min., Driftstemperatur – 0 til 40 °C, Driftsluftfugtighed – 30 til 100 % relativ luftfugtighed • Beskrivelse: Udstansningstilbehør til ledningsfri eller AC-boremaskine. Drivakslet sættes ind i borepatronen. • Opsætning: Fjern aksiallejet (4) ved at dreje mod uret, indsæt: [34, 404, 852, 412]
language-code: DA: [6, 385, 28, 402]
section-is: [4, 1174, 1058, 1244]
